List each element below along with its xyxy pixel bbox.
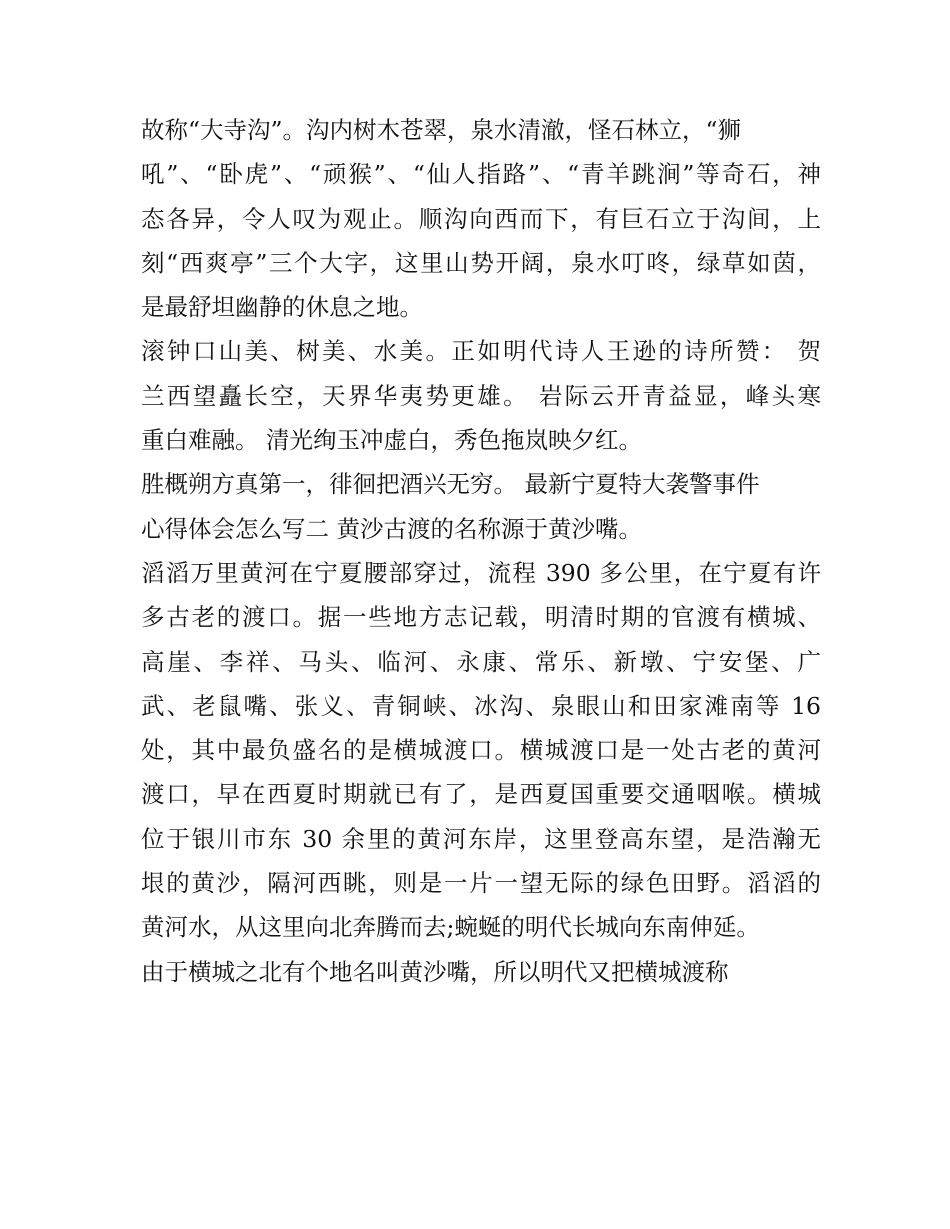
text-line: 故称“大寺沟”。沟内树木苍翠，泉水清澈，怪石林立，“狮	[141, 116, 742, 144]
text-line: 刻“西爽亭”三个大字，这里山势开阔，泉水叮咚，绿草如茵，	[141, 248, 821, 277]
text-line: 滚钟口山美、树美、水美。正如明代诗人王逊的诗所赞： 贺	[141, 337, 821, 366]
text-line: 垠的黄沙，隔河西眺，则是一片一望无际的绿色田野。滔滔的	[141, 869, 821, 898]
text-line: 滔滔万里黄河在宁夏腰部穿过，流程 390 多公里，在宁夏有许	[141, 558, 821, 587]
text-line: 武、老鼠嘴、张义、青铜峡、冰沟、泉眼山和田家滩南等 16	[141, 691, 821, 720]
body-text	[141, 108, 821, 994]
text-line: 胜概朔方真第一，徘徊把酒兴无穷。 最新宁夏特大袭警事件	[141, 470, 760, 499]
text-line: 吼”、“卧虎”、“顽猴”、“仙人指路”、“青羊跳涧”等奇石，神	[141, 160, 821, 189]
text-line: 是最舒坦幽静的休息之地。	[141, 293, 423, 322]
text-line: 由于横城之北有个地名叫黄沙嘴，所以明代又把横城渡称	[141, 957, 729, 986]
text-line: 态各异，令人叹为观止。顺沟向西而下，有巨石立于沟间，上	[141, 204, 821, 233]
text-line: 处，其中最负盛名的是横城渡口。横城渡口是一处古老的黄河	[141, 736, 821, 765]
text-line: 多古老的渡口。据一些地方志记载，明清时期的官渡有横城、	[141, 603, 821, 632]
text-line: 重白难融。 清光绚玉冲虚白，秀色拖岚映夕红。	[141, 426, 642, 455]
text-line: 心得体会怎么写二 黄沙古渡的名称源于黄沙嘴。	[141, 514, 642, 543]
text-line: 兰西望矗长空，天界华夷势更雄。 岩际云开青益显，峰头寒	[141, 381, 821, 410]
text-line: 黄河水，从这里向北奔腾而去;蜿蜒的明代长城向东南伸延。	[141, 913, 760, 942]
text-line: 位于银川市东 30 余里的黄河东岸，这里登高东望，是浩瀚无	[141, 824, 821, 853]
text-line: 高崖、李祥、马头、临河、永康、常乐、新墩、宁安堡、广	[141, 647, 821, 676]
text-line: 渡口，早在西夏时期就已有了，是西夏国重要交通咽喉。横城	[141, 780, 821, 809]
